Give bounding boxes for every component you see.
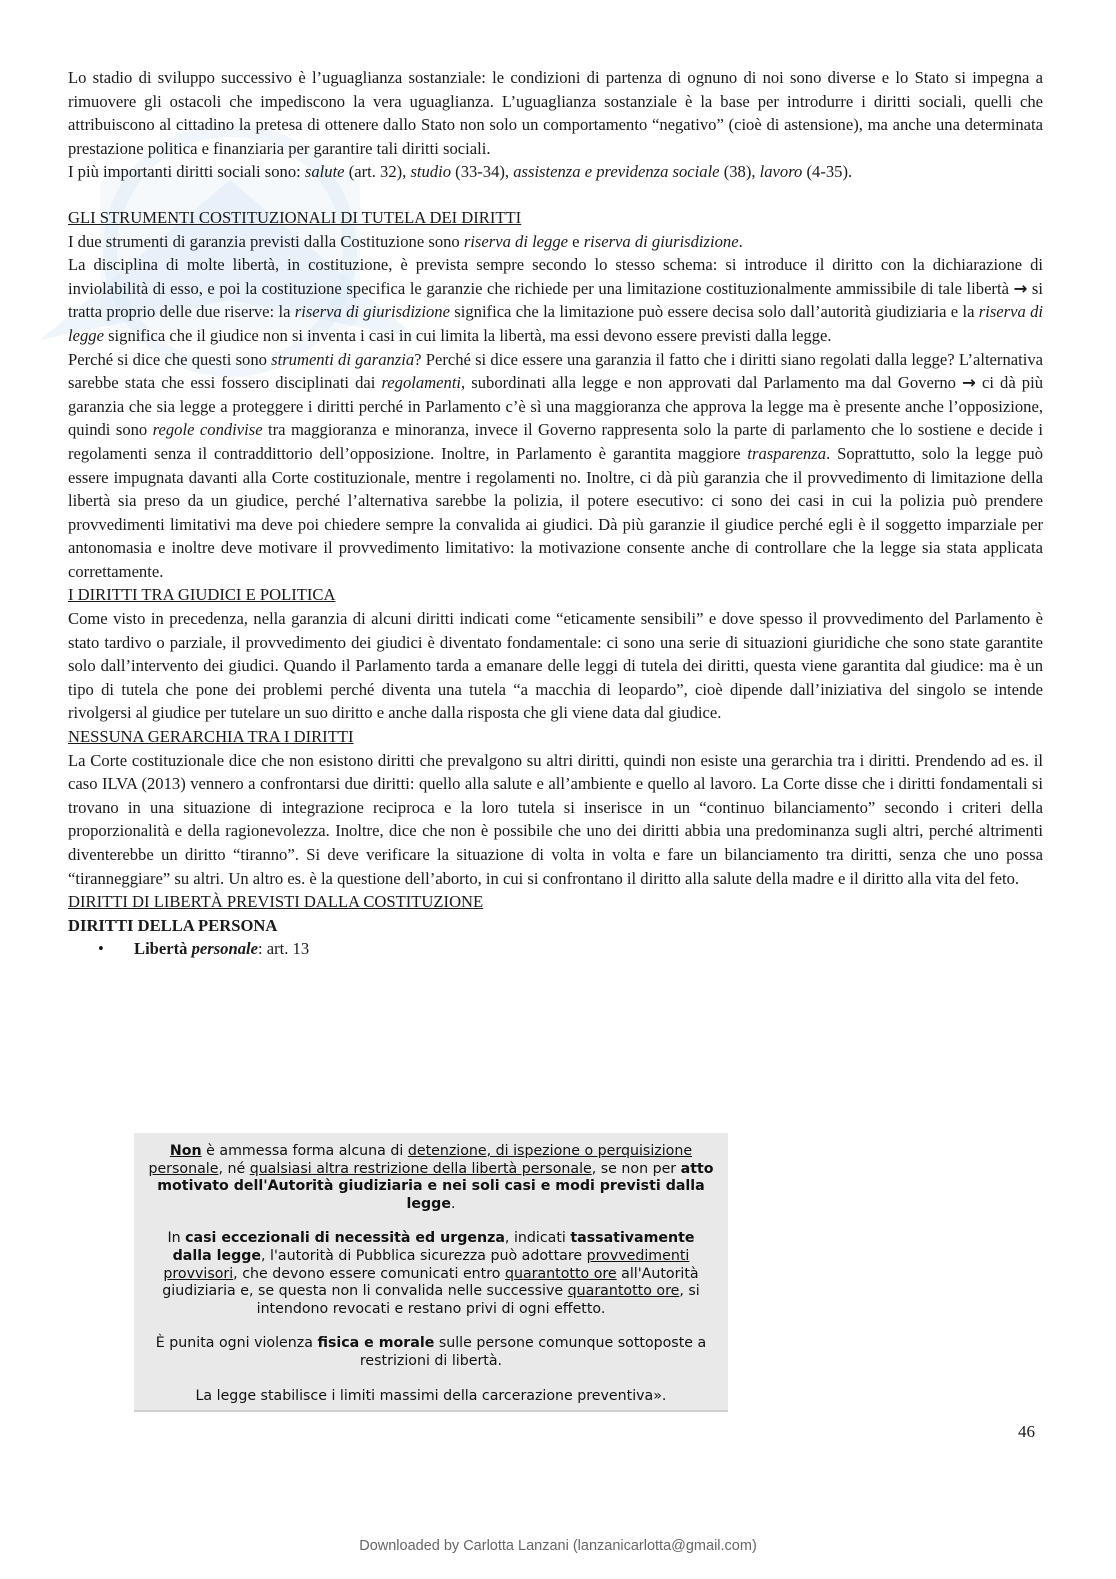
quote-paragraph-2: In casi eccezionali di necessità ed urgenza, indicati tassativamente dalla legge, l'autorità di Pubblica sicurezza può adottare provvedimenti provvisori, che devono essere comunicati entro quarantotto ore all'Autorità giudiziaria e, se questa non li convalida nelle successive quarantotto ore, si intendono revocati e restano privi di ogni effetto.: [162, 1230, 700, 1317]
gerarchia-paragraph: La Corte costituzionale dice che non esistono diritti che prevalgono su altri diritti, quindi non esiste una gerarchia tra i diritti. Prendendo ad es. il caso ILVA (2013) vennero a confrontarsi due diritti: quello alla salute e all’ambiente e quello al lavoro. La Corte disse che i diritti fondamentali si trovano in una situazione di integrazione reciproca e la loro tutela si inserisce in un “continuo bilanciamento” secondo i criteri della proporzionalità e della ragionevolezza. Inoltre, dice che non è possibile che uno dei diritti abbia una predominanza sugli altri, perché altrimenti diventerebbe un diritto “tiranno”. Si deve verificare la situazione di volta in volta e fare un bilanciamento tra diritti, senza che uno possa “tiranneggiare” su altri. Un altro es. è la questione dell’aborto, in cui si confrontano il diritto alla salute della madre e il diritto alla vita del feto.: [68, 750, 1043, 888]
document-body: [68, 66, 1043, 961]
article-13-quote-image: [134, 1133, 728, 1412]
strumenti-paragraph-3: Perché si dice che questi sono strumenti di garanzia? Perché si dice essere una garanzia il fatto che i diritti siano regolati dalla legge? L’alternativa sarebbe stata che essi fossero disciplinati dai regolamenti, subordinati alla legge e non approvati dal Parlamento ma dal Governo → ci dà più garanzia che sia legge a proteggere i diritti perché in Parlamento c’è sì una maggioranza che approva la legge ma è presente anche l’opposizione, quindi sono regole condivise tra maggioranza e minoranza, invece il Governo rappresenta solo la parte di parlamento che lo sostiene e decide i regolamenti senza il contraddittorio dell’opposizione. Inoltre, in Parlamento è garantita maggiore trasparenza. Soprattutto, solo la legge può essere impugnata davanti alla Corte costituzionale, mentre i regolamenti no. Inoltre, ci dà più garanzia che il provvedimento di limitazione della libertà sia preso da un giudice, perché l’alternativa sarebbe la polizia, il potere esecutivo: ci sono dei casi in cui la polizia può prendere provvedimenti limitativi ma deve poi chiedere sempre la convalida ai giudici. Dà più garanzie il giudice perché egli è il soggetto imparziale per antonomasia e inoltre deve motivare il provvedimento limitativo: la motivazione consente anche di controllare che la legge sia stata applicata correttamente.: [68, 349, 1044, 581]
section-heading-liberta: DIRITTI DI LIBERTÀ PREVISTI DALLA COSTITUZIONE: [68, 892, 484, 912]
quote-paragraph-3: È punita ogni violenza fisica e morale sulle persone comunque sottoposte a restrizioni di libertà.: [155, 1335, 707, 1369]
strumenti-intro: I due strumenti di garanzia previsti dalla Costituzione sono riserva di legge e riserva di giurisdizione.: [68, 231, 743, 251]
arrow-right-icon: →: [962, 373, 976, 393]
subheading-diritti-persona: DIRITTI DELLA PERSONA: [68, 915, 278, 935]
strumenti-paragraph-2: La disciplina di molte libertà, in costituzione, è prevista sempre secondo lo stesso schema: si introduce il diritto con la dichiarazione di inviolabilità di esso, e poi la costituzione specifica le garanzie che richiede per una limitazione costituzionalmente ammissibile di tale libertà → si tratta proprio delle due riserve: la riserva di giurisdizione significa che la limitazione può essere decisa solo dall’autorità giudiziaria e la riserva di legge significa che il giudice non si inventa i casi in cui limita la libertà, ma essi devono essere previsti dalla legge.: [68, 255, 1043, 345]
giudici-paragraph: Come visto in precedenza, nella garanzia di alcuni diritti indicati come “eticamente sensibili” e dove spesso il provvedimento del Parlamento è stato tardivo o parziale, il provvedimento dei giudici è diventato fondamentale: ci sono una serie di situazioni giuridiche che sono state garantite solo dall’intervento dei giudici. Quando il Parlamento tarda a emanare delle leggi di tutela dei diritti, questa viene garantita dal giudice: ma è un tipo di tutela che pone dei problemi perché diventa una tutela “a macchia di leopardo”, cioè dipende dall’iniziativa del singolo se intende rivolgersi al giudice per tutelare un suo diritto e anche dalla risposta che gli viene data dal giudice.: [68, 609, 1043, 723]
download-footer: Downloaded by Carlotta Lanzani (lanzanicarlotta@gmail.com): [359, 1538, 757, 1554]
quote-paragraph-1: Non è ammessa forma alcuna di detenzione, di ispezione o perquisizione personale, né qualsiasi altra restrizione della libertà personale, se non per atto motivato dell'Autorità giudiziaria e nei soli casi e modi previsti dalla legge.: [148, 1143, 714, 1212]
list-item-liberta-personale: • Libertà personale: art. 13: [68, 937, 1043, 961]
intro-paragraph: Lo stadio di sviluppo successivo è l’uguaglianza sostanziale: le condizioni di partenza di ognuno di noi sono diverse e lo Stato si impegna a rimuovere gli ostacoli che impediscono la vera uguaglianza. L’uguaglianza sostanziale è la base per introdurre i diritti sociali, quelli che attribuiscono al cittadino la pretesa di ottenere dallo Stato non solo un comportamento “negativo” (cioè di astensione), ma anche una determinata prestazione politica e finanziaria per garantire tali diritti sociali.: [68, 68, 1043, 158]
section-heading-giudici: I DIRITTI TRA GIUDICI E POLITICA: [68, 585, 336, 605]
bullet-icon: •: [98, 939, 104, 959]
social-rights-list: I più importanti diritti sociali sono: salute (art. 32), studio (33-34), assistenza e previdenza sociale (38), lavoro (4-35).: [68, 162, 853, 182]
arrow-right-icon: →: [1013, 278, 1028, 298]
page-number: 46: [1018, 1422, 1035, 1441]
quote-paragraph-4: La legge stabilisce i limiti massimi della carcerazione preventiva».: [195, 1387, 667, 1404]
section-heading-strumenti: GLI STRUMENTI COSTITUZIONALI DI TUTELA DEI DIRITTI: [68, 207, 522, 227]
section-heading-gerarchia: NESSUNA GERARCHIA TRA I DIRITTI: [68, 727, 354, 747]
